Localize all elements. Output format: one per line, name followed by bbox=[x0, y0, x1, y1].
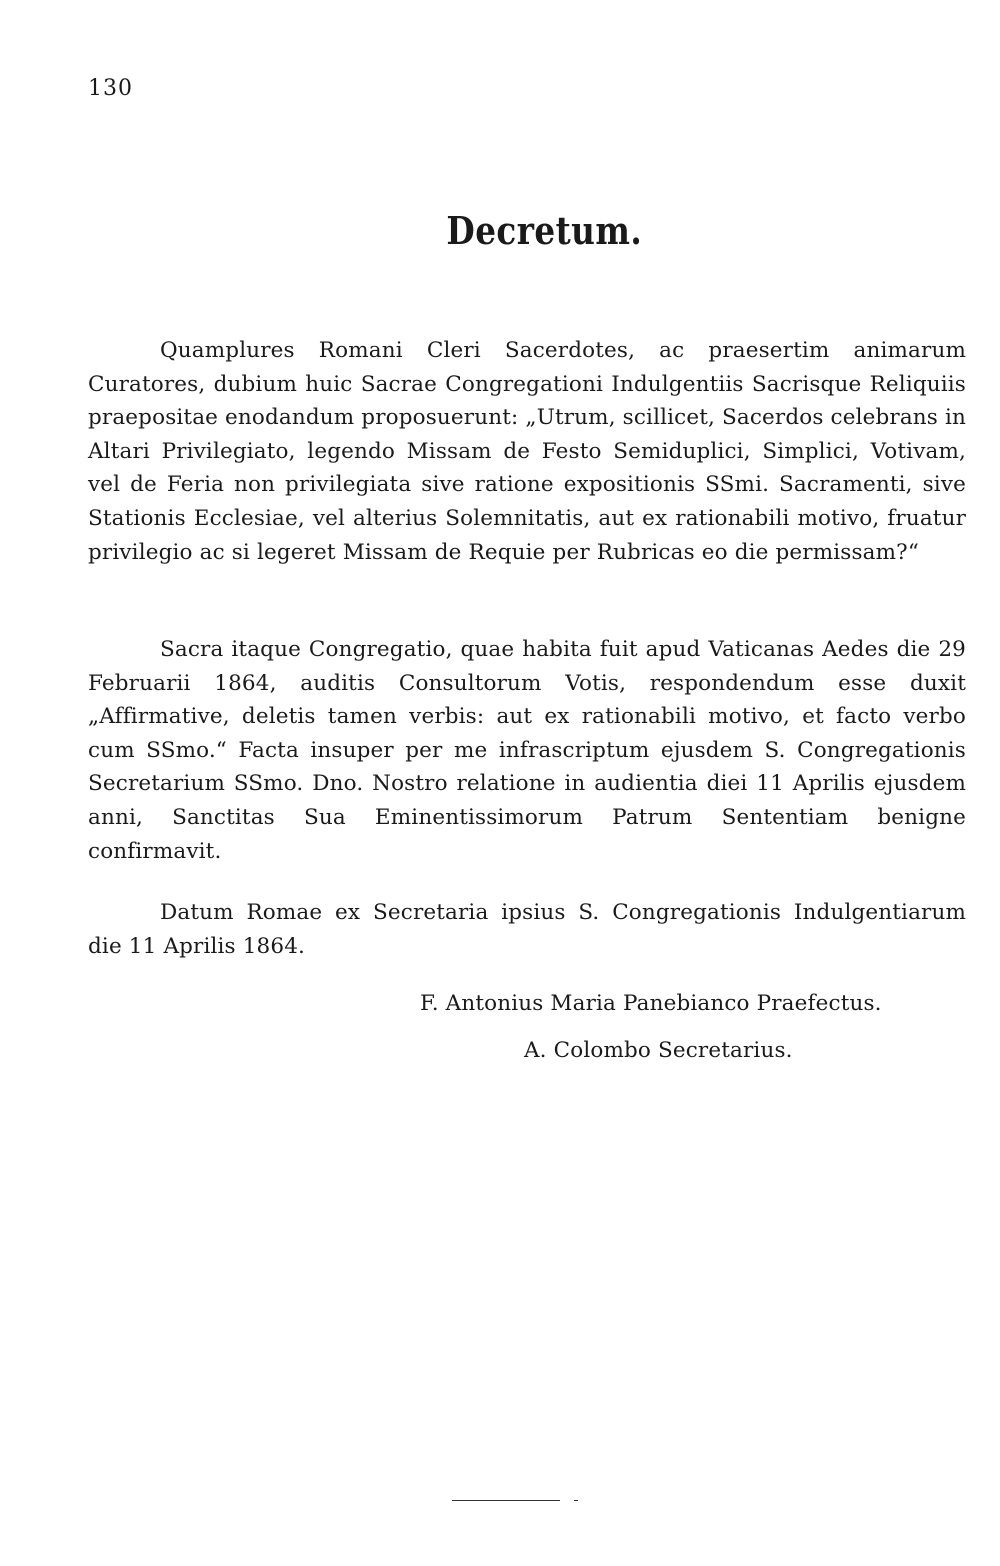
closing-rule-dot bbox=[574, 1500, 578, 1501]
closing-rule bbox=[452, 1500, 560, 1501]
paragraph-date bbox=[88, 896, 966, 963]
paragraph-query bbox=[88, 334, 966, 569]
page-number: 130 bbox=[88, 76, 133, 101]
signature-secretary: A. Colombo Secretarius. bbox=[524, 1038, 793, 1063]
paragraph-text: Quamplures Romani Cleri Sacerdotes, ac praesertim animarum Curatores, dubium huic Sacrae Congregationi Indulgentiis Sacrisque Reliquiis praepositae enodandum proposuerunt: „Utrum, scillicet, Sacerdos celebrans in Altari Privilegiato, legendo Missam de Festo Semiduplici, Simplici, Votivam, vel de Feria non privilegiata sive ratione expositionis SSmi. Sacramenti, sive Stationis Ecclesiae, vel alterius Solemnitatis, aut ex rationabili motivo, fruatur privilegio ac si legeret Missam de Requie per Rubricas eo die permissam?“ bbox=[88, 338, 966, 565]
paragraph-text: Datum Romae ex Secretaria ipsius S. Congregationis Indulgentiarum die 11 Aprilis 1864. bbox=[88, 900, 966, 959]
paragraph-text: Sacra itaque Congregatio, quae habita fuit apud Vaticanas Aedes die 29 Februarii 1864, auditis Consultorum Votis, respondendum esse duxit „Affirmative, deletis tamen verbis: aut ex rationabili motivo, et facto verbo cum SSmo.“ Facta insuper per me infrascriptum ejusdem S. Congregationis Secretarium SSmo. Dno. Nostro relatione in audientia diei 11 Aprilis ejusdem anni, Sanctitas Sua Eminentissimorum Patrum Sententiam benigne confirmavit. bbox=[88, 637, 966, 864]
page-title: Decretum. bbox=[446, 208, 643, 253]
paragraph-response bbox=[88, 633, 966, 868]
signature-prefect: F. Antonius Maria Panebianco Praefectus. bbox=[420, 991, 882, 1016]
